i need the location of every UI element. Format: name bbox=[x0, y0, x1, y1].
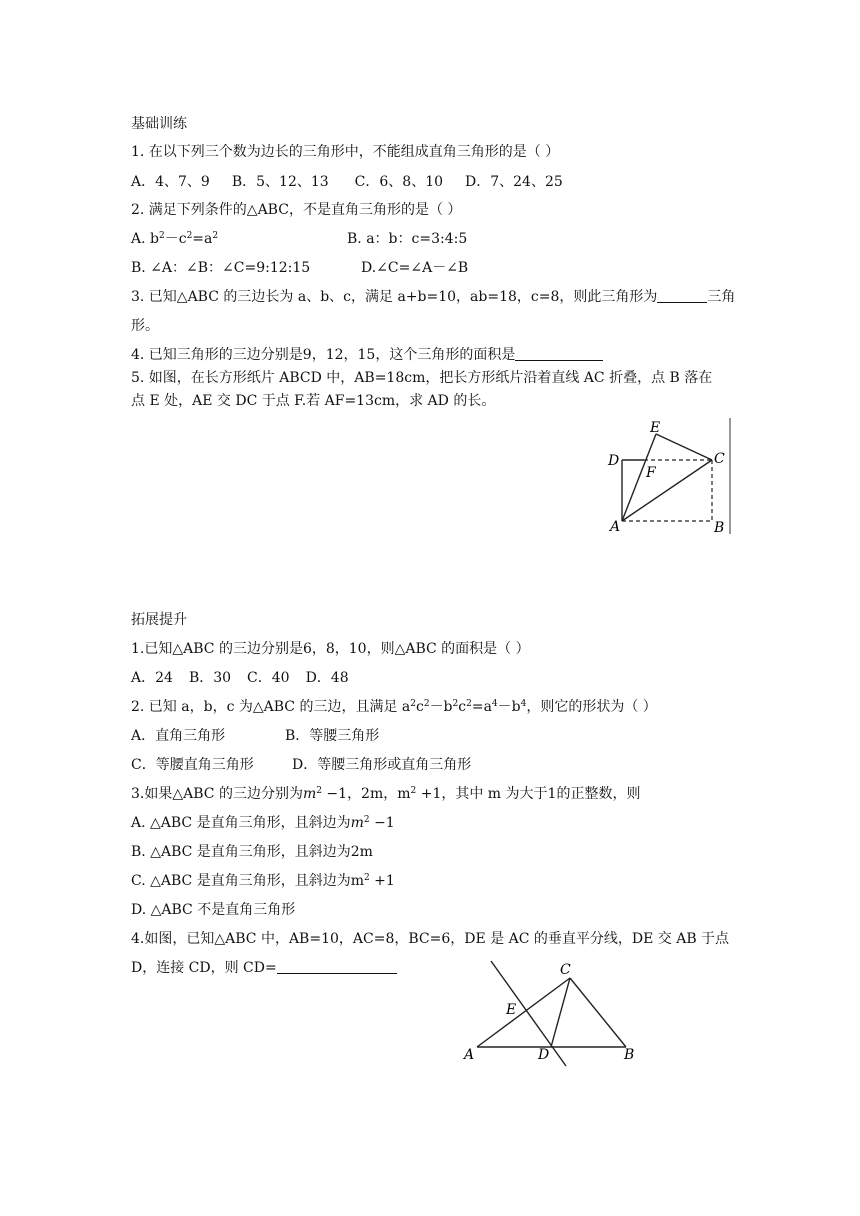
superscript: 4 bbox=[491, 699, 498, 709]
basic-q1-option-c: C．6、8、10 bbox=[354, 174, 444, 190]
basic-q3-stem-cont: 形。 bbox=[131, 318, 159, 334]
basic-q1-option-b: B．5、12、13 bbox=[231, 174, 329, 190]
basic-q1-option-a: A．4、7、9 bbox=[131, 174, 210, 190]
basic-q1-stem: 1. 在以下列三个数为边长的三角形中，不能组成直角三角形的是（ ） bbox=[131, 144, 560, 160]
point-label-e: E bbox=[506, 1002, 517, 1018]
extend-q2-text: ，则它的形状为（ ） bbox=[526, 699, 657, 715]
point-label-a: A bbox=[464, 1047, 475, 1063]
basic-q2-a-text: =a bbox=[192, 231, 213, 247]
extend-q1-option-a: A．24 bbox=[131, 670, 173, 686]
extend-q2-text: －b bbox=[429, 699, 453, 715]
basic-q1-options bbox=[131, 173, 563, 191]
superscript: 2 bbox=[186, 231, 193, 241]
basic-q4-stem bbox=[131, 346, 603, 364]
extend-q2-text: 2. 已知 a，b，c 为△ABC 的三边，且满足 a bbox=[131, 699, 411, 715]
figure-folded-rectangle bbox=[600, 418, 736, 536]
superscript: 2 bbox=[212, 231, 219, 241]
extend-q3-option-b: B. △ABC 是直角三角形，且斜边为2m bbox=[131, 844, 373, 860]
extend-q2-text: =a bbox=[471, 699, 492, 715]
section-title-extend: 拓展提升 bbox=[131, 612, 187, 628]
basic-q1-option-d: D．7、24、25 bbox=[465, 174, 563, 190]
basic-q2-a-text: －c bbox=[164, 231, 187, 247]
extend-q2-text: －b bbox=[497, 699, 521, 715]
extend-q3-text: +1 bbox=[416, 786, 442, 802]
extend-q3-stem bbox=[131, 785, 640, 803]
superscript: 2 bbox=[423, 699, 430, 709]
extend-q3-c-text: C. △ABC 是直角三角形，且斜边为 bbox=[131, 873, 351, 889]
answer-blank bbox=[657, 288, 707, 303]
extend-q3-option-c bbox=[131, 872, 395, 890]
basic-q5-stem-cont: 点 E 处，AE 交 DC 于点 F.若 AF=13cm，求 AD 的长。 bbox=[131, 393, 496, 409]
basic-q5-stem: 5. 如图，在长方形纸片 ABCD 中，AB=18cm，把长方形纸片沿着直线 AC 折叠，点 B 落在 bbox=[131, 370, 713, 386]
extend-q3-text: −1 bbox=[321, 786, 348, 802]
extend-q1-stem: 1.已知△ABC 的三边分别是6，8，10，则△ABC 的面积是（ ） bbox=[131, 641, 530, 657]
extend-q2-stem bbox=[131, 698, 657, 716]
superscript: 2 bbox=[158, 231, 165, 241]
extend-q3-text: ，2m， bbox=[347, 786, 398, 802]
point-label-d: D bbox=[538, 1047, 550, 1063]
superscript: 2 bbox=[363, 815, 370, 825]
superscript: 2 bbox=[466, 699, 472, 709]
extend-q3-a-text: −1 bbox=[369, 815, 395, 831]
point-label-e: E bbox=[650, 420, 661, 436]
basic-q2-a-text: A. b bbox=[131, 231, 159, 247]
extend-q2-option-b: B．等腰三角形 bbox=[285, 728, 380, 744]
superscript: 2 bbox=[316, 786, 322, 796]
segment-ec bbox=[656, 434, 712, 460]
extend-q1-option-c: C．40 bbox=[247, 670, 290, 686]
extend-q3-c-text: +1 bbox=[369, 873, 395, 889]
extend-q1-options bbox=[131, 669, 349, 687]
basic-q4-text: 4. 已知三角形的三边分别是9，12，15，这个三角形的面积是 bbox=[131, 347, 516, 363]
superscript: 2 bbox=[410, 786, 417, 796]
superscript: 2 bbox=[410, 699, 416, 709]
segment-ac bbox=[477, 978, 570, 1047]
extend-q1-option-d: D．48 bbox=[305, 670, 349, 686]
basic-q2-option-a bbox=[131, 230, 218, 248]
extend-q2-text: c bbox=[458, 699, 467, 715]
basic-q2-option-d: D.∠C=∠A－∠B bbox=[361, 260, 469, 276]
basic-q3-text: 三角 bbox=[707, 289, 736, 305]
extend-q3-option-d: D. △ABC 不是直角三角形 bbox=[131, 902, 296, 918]
point-label-c: C bbox=[714, 451, 725, 467]
superscript: 2 bbox=[363, 873, 370, 883]
extend-q2-text: c bbox=[415, 699, 424, 715]
point-label-b: B bbox=[714, 520, 725, 536]
superscript: 2 bbox=[452, 699, 459, 709]
point-label-d: D bbox=[608, 453, 620, 469]
extend-q2-option-c: C．等腰直角三角形 bbox=[131, 757, 254, 773]
extend-q3-text: 3.如果△ABC 的三边分别为 bbox=[131, 786, 303, 802]
point-label-f: F bbox=[646, 465, 656, 481]
basic-q2-option-c: B. ∠A：∠B：∠C=9:12:15 bbox=[131, 260, 311, 276]
basic-q3-text: 3. 已知△ABC 的三边长为 a、b、c，满足 a+b=10，ab=18，c=8，则此三角形为 bbox=[131, 289, 658, 305]
extend-q4-text: D，连接 CD，则 CD= bbox=[131, 960, 277, 976]
extend-q2-option-a: A．直角三角形 bbox=[131, 728, 226, 744]
segment-ac bbox=[622, 460, 712, 521]
segment-cd bbox=[551, 978, 570, 1047]
extend-q4-stem-cont bbox=[131, 959, 397, 977]
line-de bbox=[491, 961, 566, 1066]
math-m: m bbox=[397, 786, 411, 802]
point-label-b: B bbox=[624, 1047, 635, 1063]
basic-q2-stem: 2. 满足下列条件的△ABC，不是直角三角形的是（ ） bbox=[131, 202, 462, 218]
extend-q3-a-text: A. △ABC 是直角三角形，且斜边为 bbox=[131, 815, 351, 831]
extend-q3-option-a bbox=[131, 814, 395, 832]
math-m: m bbox=[350, 815, 364, 831]
answer-blank bbox=[277, 959, 397, 974]
answer-blank bbox=[515, 346, 603, 361]
superscript: 4 bbox=[520, 699, 527, 709]
extend-q4-stem: 4.如图，已知△ABC 中，AB=10，AC=8，BC=6，DE 是 AC 的垂直平分线，DE 交 AB 于点 bbox=[131, 931, 730, 947]
extend-q1-option-b: B．30 bbox=[188, 670, 232, 686]
basic-q2-option-b: B. a：b：c=3:4:5 bbox=[347, 231, 468, 247]
extend-q3-text: ，其中 m 为大于1的正整数，则 bbox=[441, 786, 641, 802]
segment-bc bbox=[570, 978, 626, 1047]
point-label-c: C bbox=[560, 962, 571, 978]
basic-q3-stem bbox=[131, 288, 735, 306]
math-m: m bbox=[350, 873, 364, 889]
extend-q2-option-d: D．等腰三角形或直角三角形 bbox=[292, 757, 472, 773]
figure-triangle-bisector bbox=[458, 958, 648, 1068]
math-m: m bbox=[302, 786, 317, 802]
section-title-basic: 基础训练 bbox=[131, 116, 187, 132]
point-label-a: A bbox=[610, 519, 621, 535]
